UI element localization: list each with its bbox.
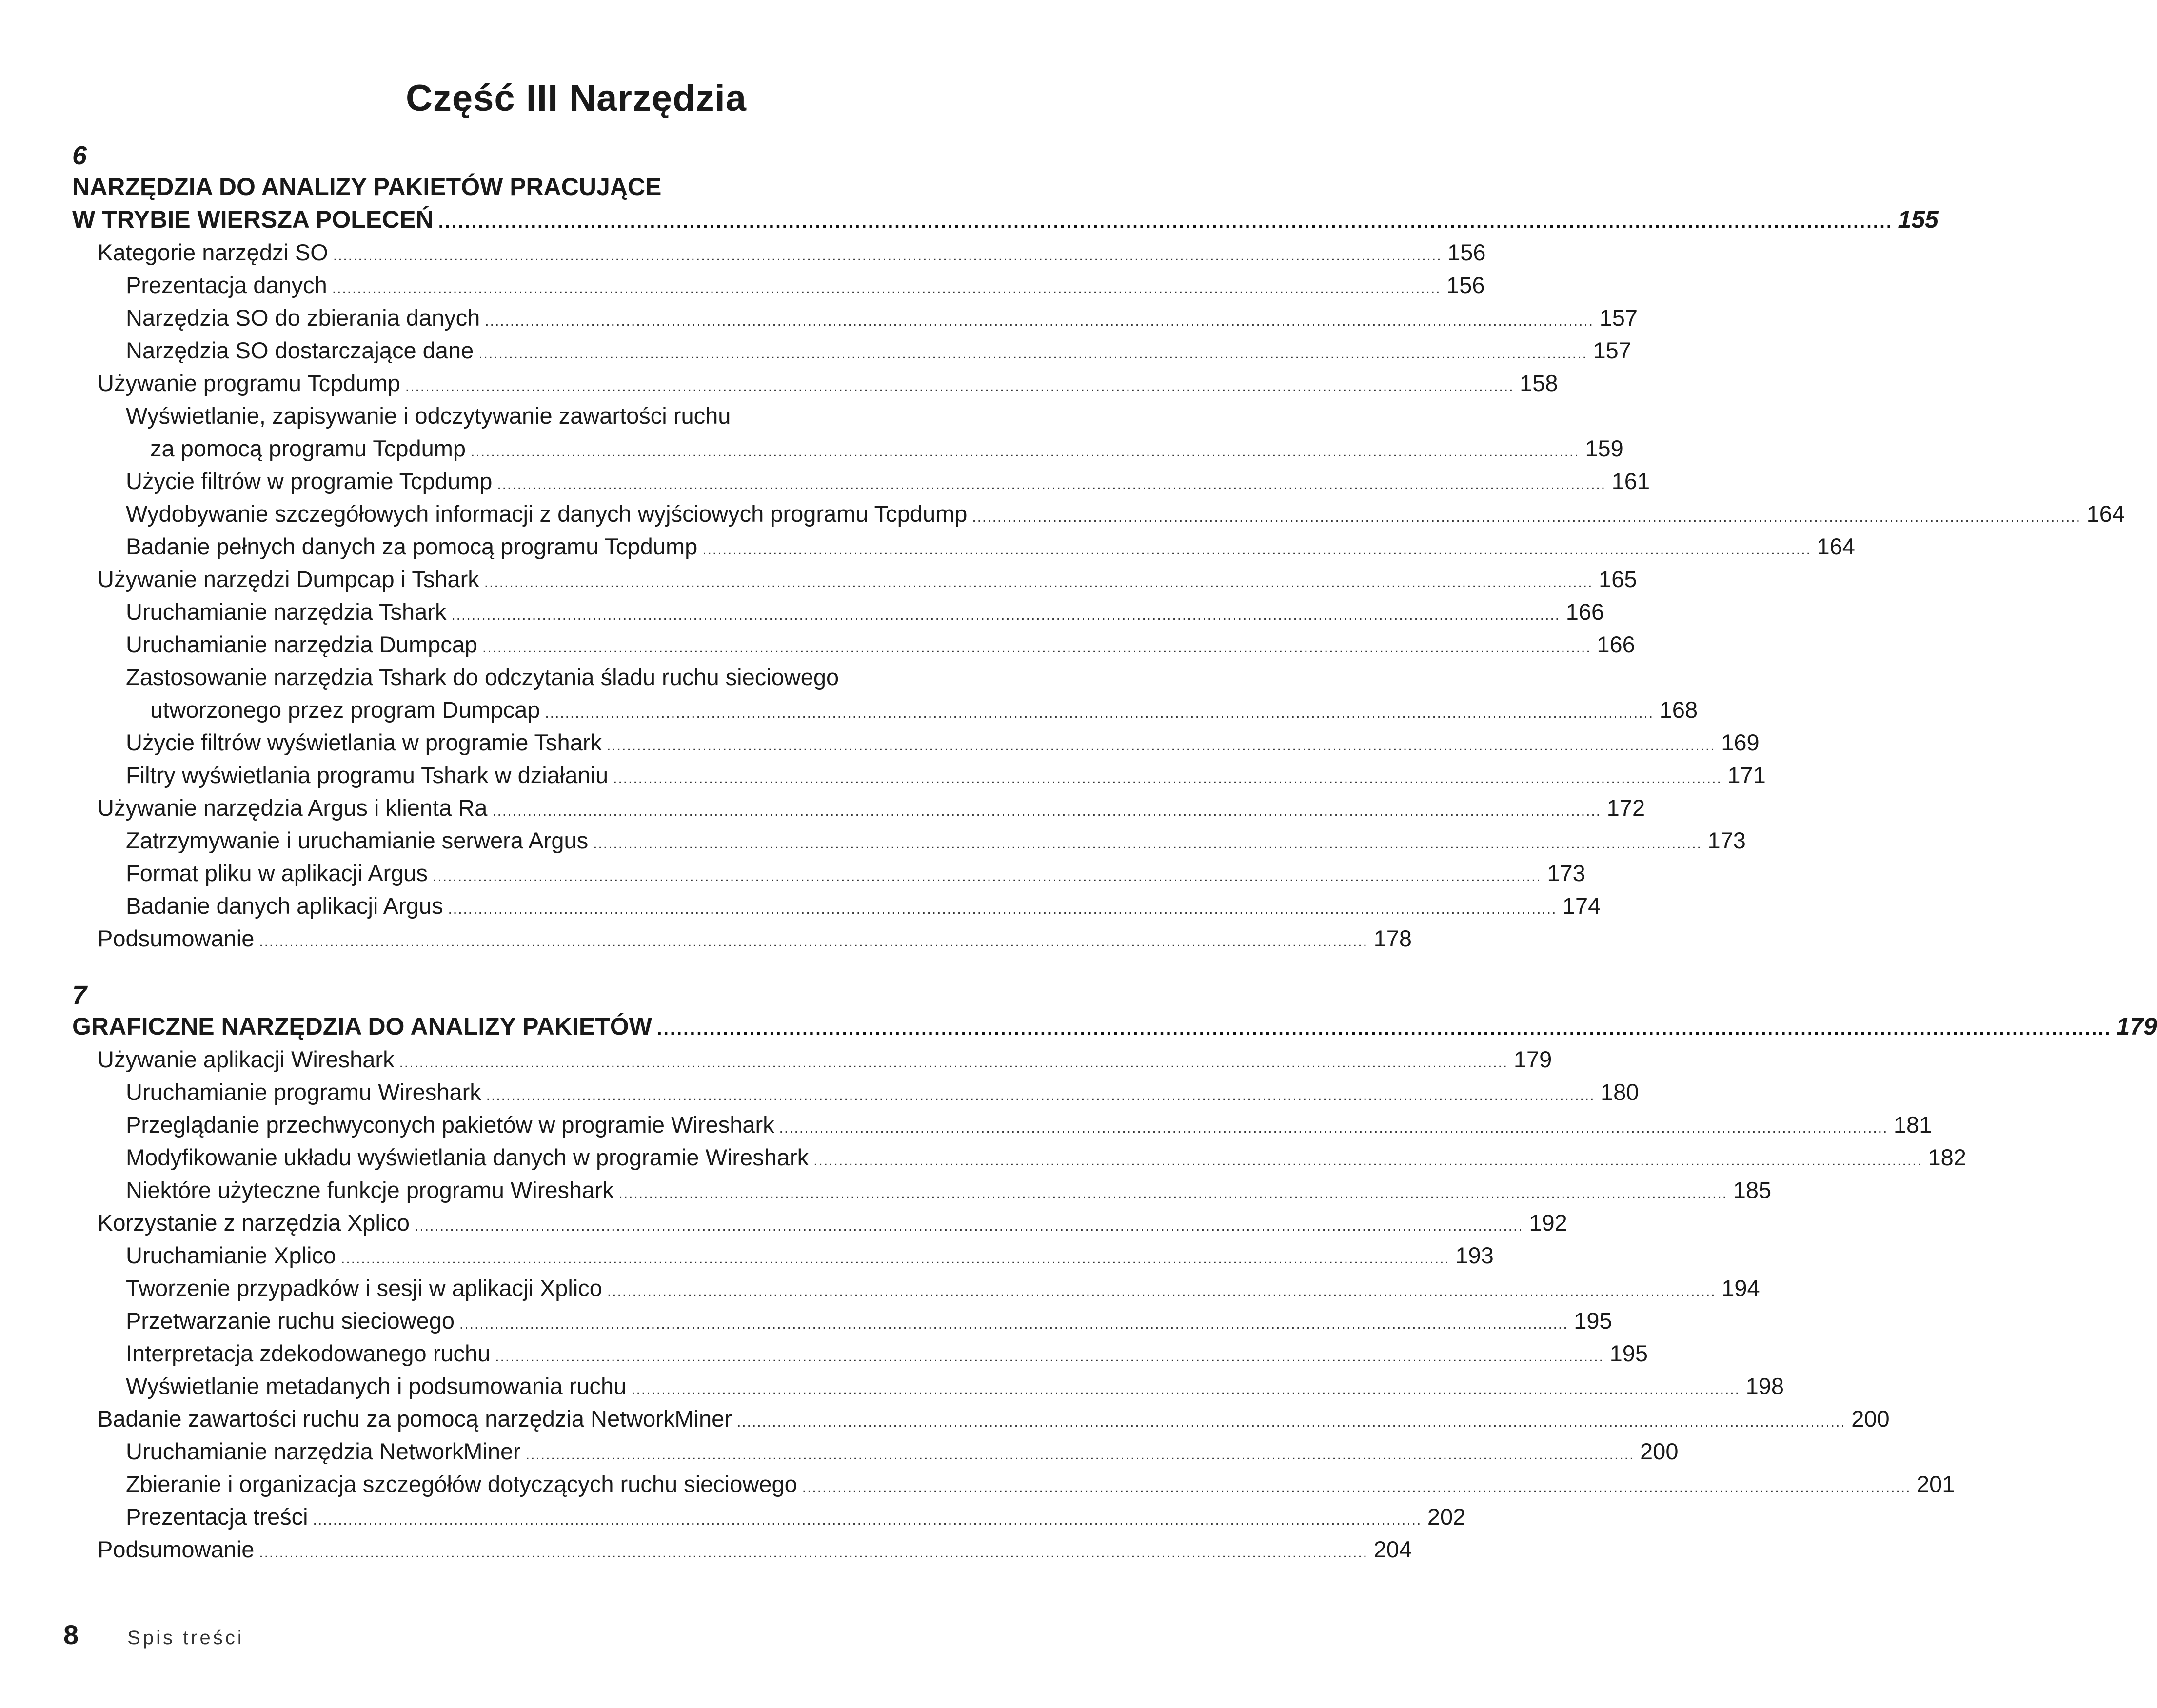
toc-entry[interactable] [72,269,1485,301]
toc-entry[interactable] [72,367,1558,399]
toc-entry-page: 201 [1917,1471,1955,1497]
dot-leader: ............................................................................................................................................................................................................................ [606,738,1716,754]
toc-entry-text: Użycie filtrów w programie Tcpdump [126,468,493,494]
dot-leader: ............................................................................................................................................................................................................................ [702,542,1811,558]
toc-entry-text: Korzystanie z narzędzia Xplico [98,1210,410,1236]
dot-leader: ............................................................................................................................................................................................................................ [486,1087,1595,1103]
toc-entry-text: Badanie danych aplikacji Argus [126,893,443,919]
toc-entry-text: Kategorie narzędzi SO [98,239,328,265]
chapter-page: 179 [2116,1013,2157,1040]
toc-entry-page: 182 [1928,1144,1966,1170]
toc-entry-text: Podsumowanie [98,1536,255,1562]
toc-entry-page: 193 [1455,1242,1494,1268]
toc-entry-page: 194 [1722,1275,1760,1301]
toc-entry[interactable] [72,1076,1639,1108]
toc-entry-page: 169 [1721,729,1760,755]
dot-leader: ............................................................................................................................................................................................................................ [613,770,1722,786]
toc-entry-page: 173 [1547,860,1585,886]
toc-entry-text: Używanie narzędzia Argus i klienta Ra [98,795,488,821]
part-title: Część III Narzędzia [405,78,747,119]
toc-entry-page: 195 [1574,1308,1612,1334]
toc-entries [72,236,2125,955]
toc-entry-page: 178 [1373,925,1412,951]
toc-entry[interactable] [72,497,2125,530]
dot-leader: ............................................................................................................................................................................................................................ [631,1381,1740,1397]
toc-entry[interactable] [72,628,1635,661]
toc-entry-text: Używanie narzędzi Dumpcap i Tshark [98,566,479,592]
toc-entry-page: 156 [1447,239,1486,265]
dot-leader: ............................................................................................................................................................................................................................ [259,934,1368,950]
toc-entry[interactable] [72,1370,1784,1402]
toc-entry-text: Filtry wyświetlania programu Tshark w działaniu [126,762,609,788]
dot-leader: ............................................................................................................................................................................................................................ [656,1019,2112,1039]
dot-leader: ............................................................................................................................................................................................................................ [607,1283,1716,1299]
chapter-number: 7 [72,981,87,1010]
toc-entry-text: Wydobywanie szczegółowych informacji z danych wyjściowych programu Tcpdump [126,501,968,527]
toc-entry[interactable] [72,824,1746,857]
dot-leader: ............................................................................................................................................................................................................................ [593,836,1702,852]
toc-entry-text: Uruchamianie narzędzia Dumpcap [126,631,478,657]
toc-entry[interactable] [72,1272,1760,1304]
toc-entry-text: Prezentacja treści [126,1504,308,1530]
toc-entry[interactable] [72,465,1650,497]
dot-leader: ............................................................................................................................................................................................................................ [459,1316,1568,1332]
toc-entry-page: 158 [1520,370,1558,396]
toc-entry-text: Uruchamianie programu Wireshark [126,1079,481,1105]
dot-leader: ............................................................................................................................................................................................................................ [482,640,1591,656]
toc-entry-text: Format pliku w aplikacji Argus [126,860,428,886]
toc-entry-text: Podsumowanie [98,925,255,951]
toc-entry[interactable] [72,530,1855,563]
toc-entry-page: 172 [1606,795,1645,821]
toc-entry-continuation: za pomocą programu Tcpdump [150,435,466,461]
toc-entry-page: 165 [1599,566,1637,592]
dot-leader: ............................................................................................................................................................................................................................ [478,346,1587,362]
dot-leader: ............................................................................................................................................................................................................................ [618,1185,1728,1201]
chapter-title-line1: NARZĘDZIA DO ANALIZY PAKIETÓW PRACUJĄCE [72,173,662,200]
toc-entry-page: 198 [1745,1373,1784,1399]
dot-leader: ............................................................................................................................................................................................................................ [802,1479,1911,1495]
chapter-6 [72,140,2125,955]
toc-entry[interactable] [72,236,1486,269]
page-footer [63,1619,244,1650]
toc-entry-text: Zastosowanie narzędzia Tshark do odczytania śladu ruchu sieciowego [126,664,839,690]
toc-entry-text: Uruchamianie narzędzia NetworkMiner [126,1438,521,1464]
toc-entry[interactable] [72,857,1585,889]
toc-entry-text: Zbieranie i organizacja szczegółów dotyczących ruchu sieciowego [126,1471,797,1497]
toc-entry[interactable] [72,1337,1648,1370]
dot-leader: ............................................................................................................................................................................................................................ [259,1545,1368,1561]
toc-entry[interactable] [72,301,1638,334]
toc-entry-page: 200 [1640,1438,1679,1464]
running-head: Spis treści [127,1627,244,1649]
toc-entry[interactable] [72,1435,1679,1468]
toc-entry-text: Uruchamianie Xplico [126,1242,336,1268]
toc-entry-text: Używanie programu Tcpdump [98,370,400,396]
toc-entry-text: Narzędzia SO dostarczające dane [126,337,474,363]
toc-entry-page: 166 [1565,599,1604,625]
toc-entries [72,1043,1966,1566]
toc-entry-text: Użycie filtrów wyświetlania w programie Tshark [126,729,602,755]
toc-entry-text: Wyświetlanie metadanych i podsumowania ruchu [126,1373,627,1399]
toc-entry-text: Narzędzia SO do zbierania danych [126,305,480,331]
toc-entry-page: 173 [1707,827,1746,853]
dot-leader: ............................................................................................................................................................................................................................ [341,1251,1450,1267]
toc-entry[interactable] [72,1239,1494,1272]
toc-entry-page: 202 [1427,1504,1466,1530]
toc-entry[interactable] [72,726,1760,759]
chapter-page: 155 [1898,206,1939,233]
dot-leader: ............................................................................................................................................................................................................................ [448,901,1557,917]
toc-entry[interactable] [72,1468,1955,1500]
chapter-title: GRAFICZNE NARZĘDZIA DO ANALIZY PAKIETÓW [72,1013,652,1040]
toc-entry-text: Badanie pełnych danych za pomocą programu Tcpdump [126,533,698,559]
dot-leader: ............................................................................................................................................................................................................................ [405,378,1514,394]
toc-entry-page: 166 [1597,631,1635,657]
toc-entry[interactable] [72,1304,1612,1337]
dot-leader: ............................................................................................................................................................................................................................ [399,1055,1508,1071]
toc-entry[interactable] [72,1108,1932,1141]
dot-leader: ............................................................................................................................................................................................................................ [313,1512,1422,1528]
toc-entry[interactable] [72,595,1604,628]
dot-leader: ............................................................................................................................................................................................................................ [545,705,1654,721]
toc-entry[interactable] [72,1402,1890,1435]
toc-entry[interactable] [72,334,1631,367]
toc-entry[interactable] [72,889,1601,922]
dot-leader: ............................................................................................................................................................................................................................ [525,1447,1635,1463]
chapter-7 [72,980,2157,1566]
toc-entry[interactable] [72,1206,1567,1239]
toc-entry-page: 157 [1599,305,1638,331]
toc-entry[interactable] [72,693,1698,726]
dot-leader: ............................................................................................................................................................................................................................ [492,803,1602,819]
dot-leader: ............................................................................................................................................................................................................................ [438,212,1893,232]
toc-entry-text: Używanie aplikacji Wireshark [98,1046,395,1072]
dot-leader: ............................................................................................................................................................................................................................ [736,1414,1846,1430]
toc-entry[interactable] [72,1500,1466,1533]
toc-entry[interactable] [72,1043,1552,1076]
toc-entry-page: 181 [1893,1112,1932,1138]
toc-entry-page: 159 [1585,435,1623,461]
toc-entry-page: 185 [1733,1177,1772,1203]
toc-entry-continuation: utworzonego przez program Dumpcap [150,697,540,723]
toc-entry[interactable] [72,432,1623,465]
toc-entry-text: Badanie zawartości ruchu za pomocą narzędzia NetworkMiner [98,1406,732,1432]
toc-entry[interactable] [72,1533,1412,1566]
dot-leader: ............................................................................................................................................................................................................................ [433,868,1542,884]
toc-entry-text: Niektóre użyteczne funkcje programu Wireshark [126,1177,614,1203]
toc-entry-page: 179 [1513,1046,1552,1072]
dot-leader: ............................................................................................................................................................................................................................ [484,574,1593,590]
toc-entry-page: 174 [1562,893,1601,919]
toc-entry-page: 164 [2086,501,2125,527]
toc-entry-text: Zatrzymywanie i uruchamianie serwera Argus [126,827,589,853]
toc-entry-page: 204 [1373,1536,1412,1562]
toc-entry-page: 171 [1727,762,1766,788]
toc-entry-text: Przeglądanie przechwyconych pakietów w programie Wireshark [126,1112,774,1138]
toc-entry-page: 180 [1601,1079,1639,1105]
dot-leader: ............................................................................................................................................................................................................................ [451,607,1561,623]
dot-leader: ............................................................................................................................................................................................................................ [415,1218,1524,1234]
toc-entry-text: Modyfikowanie układu wyświetlania danych w programie Wireshark [126,1144,809,1170]
toc-entry-text: Wyświetlanie, zapisywanie i odczytywanie zawartości ruchu [126,403,731,429]
toc-entry-page: 164 [1817,533,1855,559]
toc-entry[interactable] [72,1174,1772,1206]
toc-entry-page: 157 [1593,337,1631,363]
chapter-number: 6 [72,141,87,170]
dot-leader: ............................................................................................................................................................................................................................ [485,313,1594,329]
toc-entry[interactable] [72,922,1412,955]
toc-entry[interactable] [72,1141,1966,1174]
chapter-title-row[interactable] [72,1010,2157,1043]
dot-leader: ............................................................................................................................................................................................................................ [497,476,1606,492]
dot-leader: ............................................................................................................................................................................................................................ [332,280,1441,296]
toc-entry-page: 168 [1659,697,1698,723]
toc-entry-text: Uruchamianie narzędzia Tshark [126,599,447,625]
dot-leader: ............................................................................................................................................................................................................................ [972,509,2081,525]
dot-leader: ............................................................................................................................................................................................................................ [471,444,1580,460]
toc-entry-page: 161 [1611,468,1650,494]
dot-leader: ............................................................................................................................................................................................................................ [813,1153,1922,1169]
chapter-title-row[interactable] [72,203,1939,236]
toc-entry-text: Tworzenie przypadków i sesji w aplikacji Xplico [126,1275,602,1301]
dot-leader: ............................................................................................................................................................................................................................ [779,1120,1888,1136]
toc-entry-page: 200 [1851,1406,1890,1432]
toc-entry[interactable] [72,563,1637,595]
toc-entry[interactable] [72,791,1645,824]
dot-leader: ............................................................................................................................................................................................................................ [495,1349,1604,1365]
toc-entry-page: 192 [1529,1210,1567,1236]
chapter-title-line2: W TRYBIE WIERSZA POLECEŃ [72,206,434,233]
toc-entry-text: Interpretacja zdekodowanego ruchu [126,1340,491,1366]
toc-entry[interactable] [72,759,1766,791]
toc-entry-text: Prezentacja danych [126,272,327,298]
page-number: 8 [63,1619,79,1650]
toc-entry-page: 195 [1609,1340,1648,1366]
dot-leader: ............................................................................................................................................................................................................................ [333,248,1442,264]
toc-entry-text: Przetwarzanie ruchu sieciowego [126,1308,455,1334]
toc-entry-page: 156 [1446,272,1485,298]
